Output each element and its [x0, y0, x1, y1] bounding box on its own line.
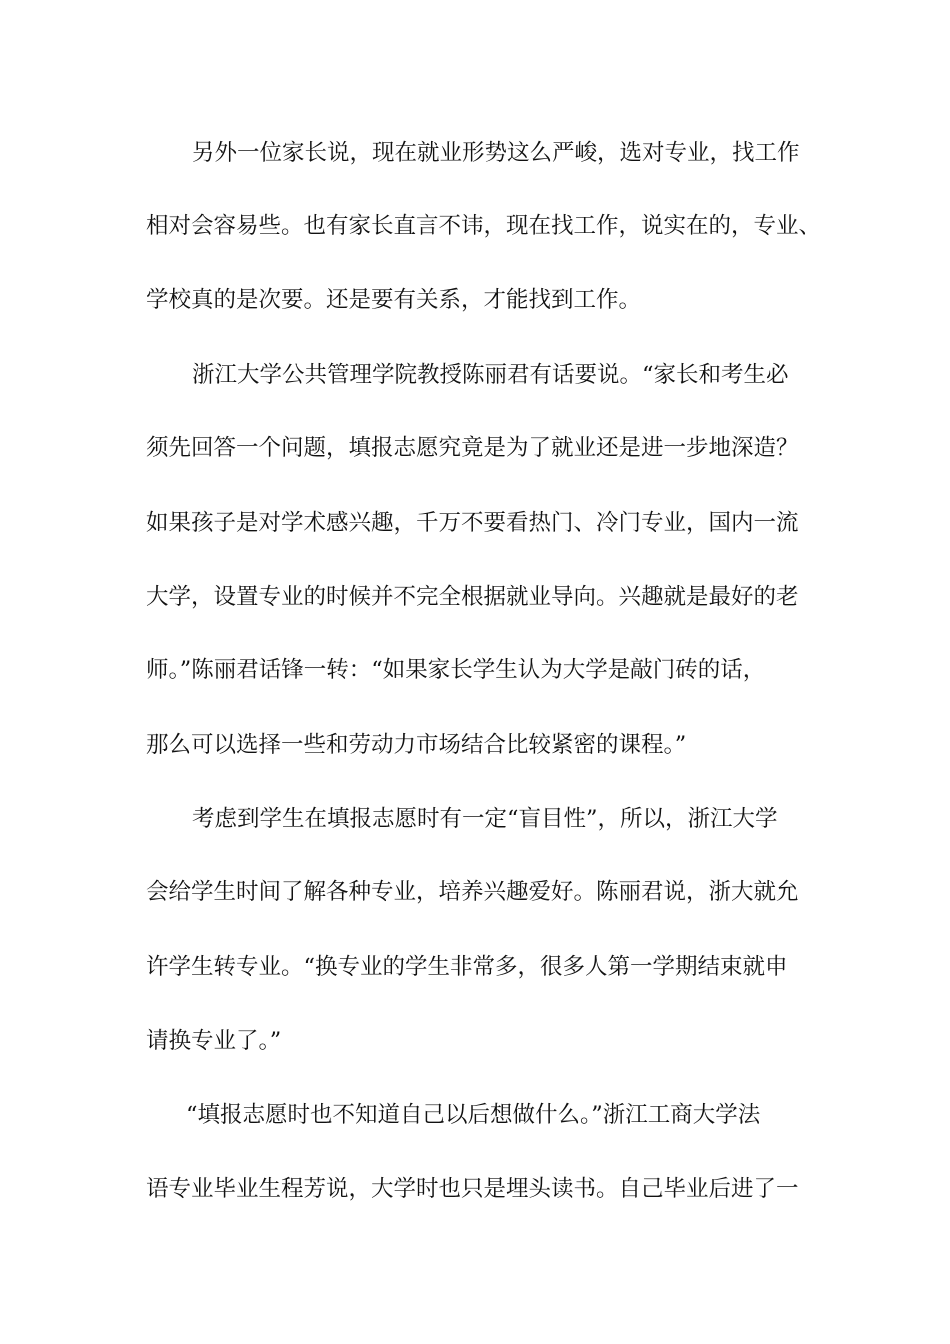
paragraph-1-line-1: 另外一位家长说，现在就业形势这么严峻，选对专业，找工作 — [192, 140, 800, 166]
paragraph-3-line-1: 考虑到学生在填报志愿时有一定“盲目性”，所以，浙江大学 — [192, 806, 778, 832]
paragraph-2-line-6: 那么可以选择一些和劳动力市场结合比较紧密的课程。” — [146, 732, 687, 758]
paragraph-3-line-3: 许学生转专业。“换专业的学生非常多，很多人第一学期结束就申 — [146, 954, 788, 980]
paragraph-4-line-1: “填报志愿时也不知道自己以后想做什么。”浙江工商大学法 — [186, 1102, 761, 1128]
paragraph-2-line-2: 须先回答一个问题，填报志愿究竟是为了就业还是进一步地深造？ — [146, 435, 799, 461]
paragraph-3-line-4: 请换专业了。” — [146, 1028, 282, 1054]
paragraph-1-line-3: 学校真的是次要。还是要有关系，才能找到工作。 — [146, 287, 642, 313]
paragraph-3-line-2: 会给学生时间了解各种专业，培养兴趣爱好。陈丽君说，浙大就允 — [146, 879, 799, 905]
paragraph-2-line-5: 师。”陈丽君话锋一转：“如果家长学生认为大学是敲门砖的话， — [146, 657, 766, 683]
paragraph-4-line-2: 语专业毕业生程芳说，大学时也只是埋头读书。自己毕业后进了一 — [146, 1176, 799, 1202]
paragraph-2-line-1: 浙江大学公共管理学院教授陈丽君有话要说。“家长和考生必 — [192, 362, 789, 388]
paragraph-2-line-3: 如果孩子是对学术感兴趣，千万不要看热门、冷门专业，国内一流 — [146, 510, 799, 536]
paragraph-2-line-4: 大学，设置专业的时候并不完全根据就业导向。兴趣就是最好的老 — [146, 584, 799, 610]
paragraph-1-line-2: 相对会容易些。也有家长直言不讳，现在找工作，说实在的，专业、 — [146, 213, 822, 239]
